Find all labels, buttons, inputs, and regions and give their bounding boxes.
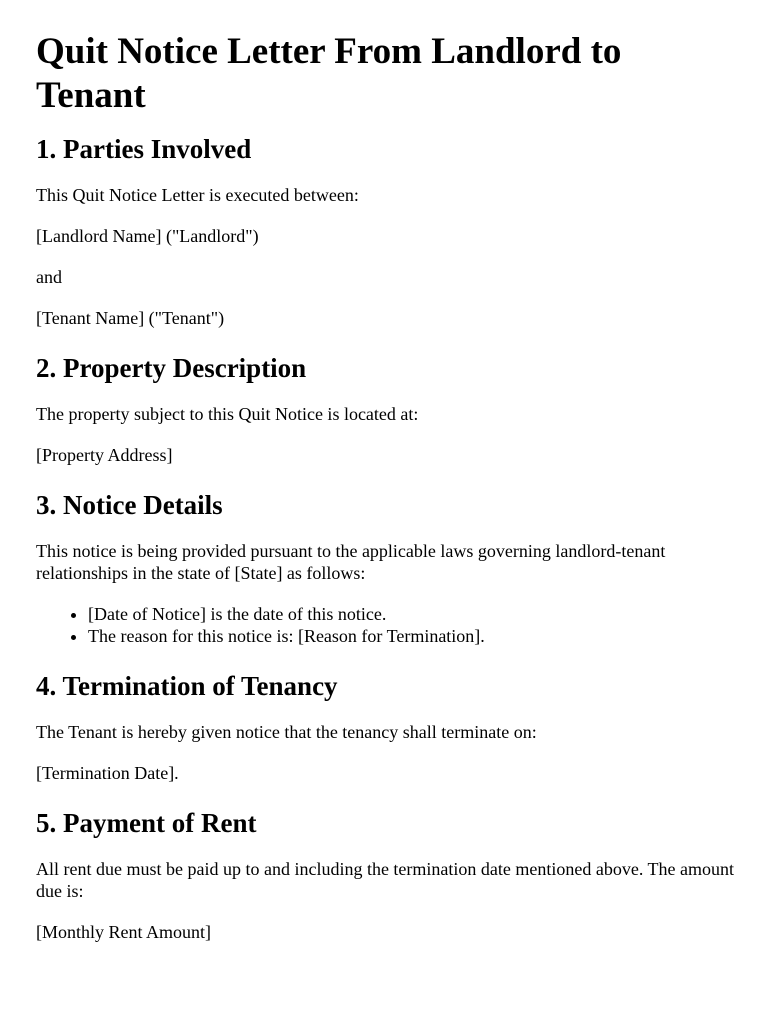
section-termination-of-tenancy <box>36 669 734 784</box>
tenant-name-placeholder: [Tenant Name] ("Tenant") <box>36 308 225 328</box>
monthly-rent-amount-placeholder: [Monthly Rent Amount] <box>36 922 211 942</box>
property-address-placeholder: [Property Address] <box>36 445 173 465</box>
section-heading: 4. Termination of Tenancy <box>36 671 338 701</box>
landlord-name-placeholder: [Landlord Name] ("Landlord") <box>36 226 259 246</box>
section-parties-involved <box>36 132 734 329</box>
section-paragraph: All rent due must be paid up to and including the termination date mentioned above. The amount due is: <box>36 859 735 901</box>
section-heading: 1. Parties Involved <box>36 134 252 164</box>
section-heading: 3. Notice Details <box>36 490 223 520</box>
termination-date-placeholder: [Termination Date]. <box>36 763 179 783</box>
section-paragraph: The property subject to this Quit Notice is located at: <box>36 404 419 424</box>
document-title: Quit Notice Letter From Landlord to Tenant <box>36 31 622 116</box>
section-paragraph: This Quit Notice Letter is executed between: <box>36 185 359 205</box>
section-paragraph: The Tenant is hereby given notice that the tenancy shall terminate on: <box>36 722 537 742</box>
section-property-description <box>36 351 734 466</box>
section-notice-details <box>36 488 734 647</box>
section-paragraph: and <box>36 267 62 287</box>
list-item: • [Date of Notice] is the date of this notice. <box>88 603 734 625</box>
section-paragraph: This notice is being provided pursuant to the applicable laws governing landlord-tenant relationships in the state of [State] as follows: <box>36 541 666 583</box>
notice-details-list <box>36 603 734 647</box>
section-payment-of-rent <box>36 806 734 943</box>
list-item: • The reason for this notice is: [Reason for Termination]. <box>88 625 734 647</box>
section-heading: 5. Payment of Rent <box>36 808 257 838</box>
section-heading: 2. Property Description <box>36 353 307 383</box>
